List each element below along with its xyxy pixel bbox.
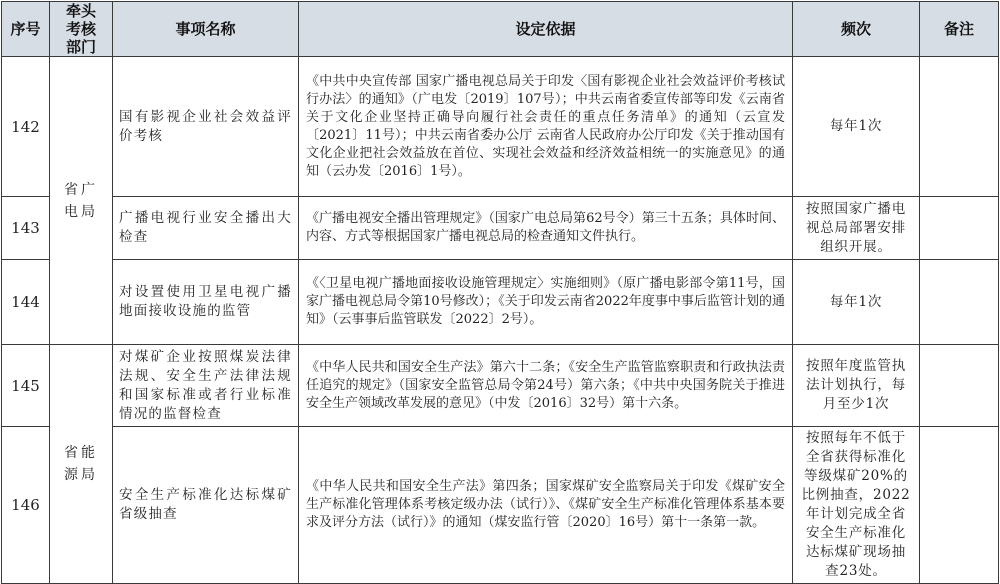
frequency: 每年1次 [793, 260, 920, 345]
note-cell [920, 57, 999, 197]
table-row [2, 260, 999, 345]
frequency: 按照每年不低于全省获得标准化等级煤矿20%的比例抽查，2022年计划完成全省安全生产标准化达标煤矿现场抽查23处。 [793, 427, 920, 584]
assessment-table [1, 1, 999, 584]
frequency: 按照国家广播电视总局部署安排组织开展。 [793, 197, 920, 260]
frequency: 按照年度监管执法计划执行，每月至少1次 [793, 345, 920, 427]
header-no: 序号 [2, 2, 50, 57]
header-freq: 频次 [793, 2, 920, 57]
item-name: 安全生产标准化达标煤矿省级抽查 [113, 427, 299, 584]
lead-dept-cell: 省广电局 [50, 57, 113, 345]
basis-text: 《〈卫星电视广播地面接收设施管理规定〉实施细则》（原广播电影部令第11号，国家广播电视总局令第10号修改）；《关于印发云南省2022年度事中事后监管计划的通知》（云事事后监管联发〔2022〕2号）。 [299, 260, 793, 345]
row-number: 144 [2, 260, 50, 345]
note-cell [920, 197, 999, 260]
item-name: 广播电视行业安全播出大检查 [113, 197, 299, 260]
item-name: 对煤矿企业按照煤炭法律法规、安全生产法律法规和国家标准或者行业标准情况的监督检查 [113, 345, 299, 427]
note-cell [920, 427, 999, 584]
table-row [2, 197, 999, 260]
table-row [2, 345, 999, 427]
item-name: 对设置使用卫星电视广播地面接收设施的监管 [113, 260, 299, 345]
row-number: 142 [2, 57, 50, 197]
table-row [2, 427, 999, 584]
header-row [2, 2, 999, 57]
frequency: 每年1次 [793, 57, 920, 197]
header-dept: 牵头考核部门 [50, 2, 113, 57]
lead-dept-cell: 省能源局 [50, 345, 113, 584]
basis-text: 《中共中央宣传部 国家广播电视总局关于印发〈国有影视企业社会效益评价考核试行办法〉的通知》（广电发〔2019〕107号）；中共云南省委宣传部等印发《云南省关于文化企业坚持正确导向履行社会责任的重点任务清单》的通知（云宣发〔2021〕11号）；中共云南省委办公厅 云南省人民政府办公厅印发《关于推动国有文化企业把社会效益放在首位、实现社会效益和经济效益相统一的实施意见》的通知（云办发〔2016〕1号）。 [299, 57, 793, 197]
basis-text: 《中华人民共和国安全生产法》第六十二条；《安全生产监管监察职责和行政执法责任追究的规定》（国家安全监管总局令第24号）第六条；《中共中央国务院关于推进安全生产领域改革发展的意见》（中发〔2016〕32号）第十六条。 [299, 345, 793, 427]
header-item: 事项名称 [113, 2, 299, 57]
row-number: 145 [2, 345, 50, 427]
basis-text: 《广播电视安全播出管理规定》（国家广电总局第62号令）第三十五条；具体时间、内容、方式等根据国家广播电视总局的检查通知文件执行。 [299, 197, 793, 260]
header-basis: 设定依据 [299, 2, 793, 57]
table-row [2, 57, 999, 197]
note-cell [920, 260, 999, 345]
row-number: 146 [2, 427, 50, 584]
basis-text: 《中华人民共和国安全生产法》第四条；国家煤矿安全监察局关于印发《煤矿安全生产标准化管理体系考核定级办法（试行）》、《煤矿安全生产标准化管理体系基本要求及评分方法（试行）》的通知（煤安监行管〔2020〕16号）第十一条第一款。 [299, 427, 793, 584]
header-note: 备注 [920, 2, 999, 57]
row-number: 143 [2, 197, 50, 260]
item-name: 国有影视企业社会效益评价考核 [113, 57, 299, 197]
note-cell [920, 345, 999, 427]
